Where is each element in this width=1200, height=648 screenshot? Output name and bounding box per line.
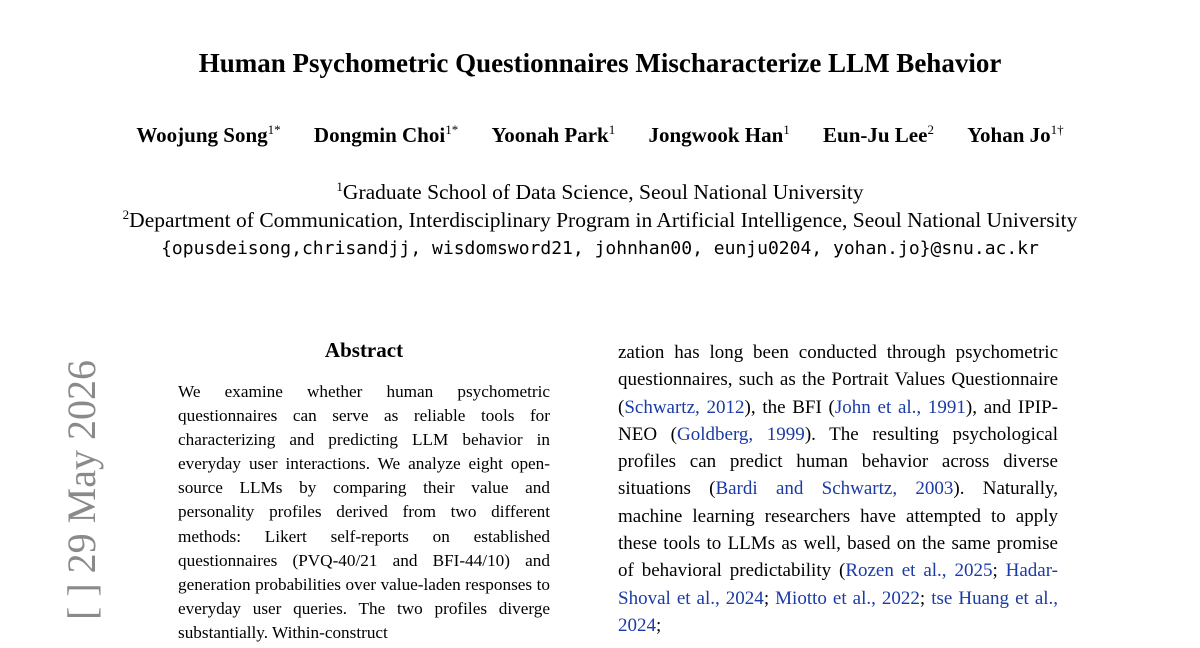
- paper-title: Human Psychometric Questionnaires Mischaracterize LLM Behavior: [198, 48, 1002, 78]
- abstract-heading: Abstract: [324, 338, 404, 362]
- author: Eun-Ju Lee$^2$: [823, 122, 934, 147]
- author: Dongmin Choi$^{1*}$: [313, 122, 459, 147]
- citation-link[interactable]: Hadar-Shoval et al., 2024: [618, 560, 1058, 609]
- citation-link[interactable]: Goldberg, 1999: [677, 423, 805, 445]
- author: Woojung Song$^{1*}$: [136, 122, 281, 147]
- citation-link[interactable]: Rozen et al., 2025: [845, 560, 993, 582]
- intro-column: zation has long been conducted through psychometric questionnaires, such as the Portrait Values Questionnaire (Schwartz, 2012), the BFI (John et al., 1991), and IPIP-NEO (Goldberg, 1999). The resulting psychological profiles can predict human behavior across diverse situations (Bardi and Schwartz, 2003). Naturally, machine learning researchers have attempted to apply these tools to LLMs as well, based on the same promise of behavioral predictability (Rozen et al., 2025; Hadar-Shoval et al., 2024; Miotto et al., 2022; tse Huang et al., 2024;: [618, 342, 1059, 636]
- citation-link[interactable]: Bardi and Schwartz, 2003: [715, 478, 954, 500]
- affiliation-2: $^2$Department of Communication, Interdisciplinary Program in Artificial Intelligence, Seoul National University: [122, 207, 1078, 233]
- author: Jongwook Han$^1$: [648, 122, 790, 147]
- citation-link[interactable]: Schwartz, 2012: [624, 396, 745, 418]
- citation-link[interactable]: tse Huang et al., 2024: [618, 587, 1059, 636]
- citation-link[interactable]: Miotto et al., 2022: [775, 587, 920, 609]
- author: Yoonah Park$^1$: [491, 122, 616, 147]
- citation-link[interactable]: John et al., 1991: [834, 396, 966, 418]
- affiliation-1: $^1$Graduate School of Data Science, Seoul National University: [336, 179, 864, 205]
- author: Yohan $Jo^{1\dagger}$: [967, 122, 1064, 147]
- arxiv-stamp: [ ] 29 May 2026: [59, 360, 104, 620]
- author-list: [0, 122, 1200, 148]
- abstract-text: We examine whether human psychometric questionnaires can serve as reliable tools for characterizing and predicting LLM behavior in everyday user interactions. We analyze eight open-source LLMs by comparing their value and personality profiles derived from two different methods: Likert self-reports on established questionnaires (PVQ-40/21 and BFI-44/10) and generation probabilities over value-laden responses to everyday user queries. The two profiles diverge substantially. Within-construct: [178, 382, 550, 642]
- author-emails: {opusdeisong,chrisandjj, wisdomsword21, johnhan00, eunju0204, yohan.jo}@snu.ac.kr: [161, 238, 1039, 259]
